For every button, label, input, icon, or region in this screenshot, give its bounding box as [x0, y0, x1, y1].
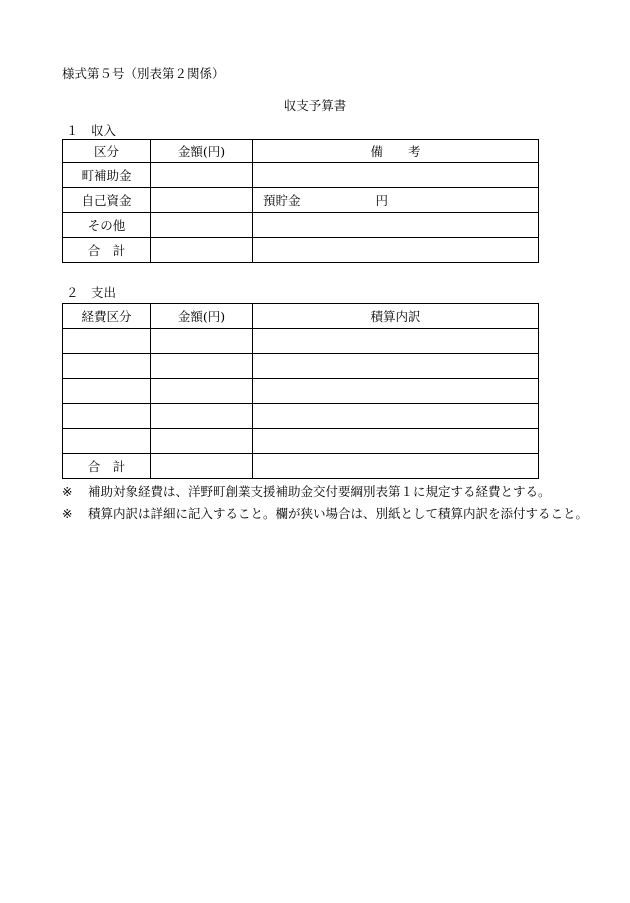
- expense-category-cell[interactable]: [63, 354, 151, 379]
- income-table: [62, 139, 539, 263]
- expense-amount-cell[interactable]: [151, 379, 253, 404]
- income-note-cell[interactable]: 預貯金 円: [253, 188, 539, 213]
- expense-header-detail: 積算内訳: [253, 304, 539, 329]
- table-row: [63, 354, 539, 379]
- income-category-cell: その他: [63, 213, 151, 238]
- expense-amount-cell[interactable]: [151, 404, 253, 429]
- document-title: 収支予算書: [283, 98, 347, 113]
- expense-header-amount: 金額(円): [151, 304, 253, 329]
- expense-header-row: [63, 304, 539, 329]
- expense-section-title: ２ 支出: [66, 285, 117, 300]
- remark-mark: ※: [62, 484, 73, 499]
- income-header-note: 備 考: [253, 140, 539, 163]
- income-total-cell: 合 計: [63, 238, 151, 263]
- expense-detail-cell[interactable]: [253, 329, 539, 354]
- table-row: [63, 188, 539, 213]
- expense-category-cell[interactable]: [63, 379, 151, 404]
- remark-line: [62, 504, 588, 522]
- income-header-amount: 金額(円): [151, 140, 253, 163]
- income-amount-cell[interactable]: [151, 238, 253, 263]
- expense-category-cell[interactable]: [63, 429, 151, 454]
- expense-category-cell[interactable]: [63, 404, 151, 429]
- expense-total-cell: 合 計: [63, 454, 151, 479]
- remark-text: 補助対象経費は、洋野町創業支援補助金交付要綱別表第１に規定する経費とする。: [88, 484, 551, 499]
- income-amount-cell[interactable]: [151, 163, 253, 188]
- remark-mark: ※: [62, 506, 73, 521]
- income-note-cell[interactable]: [253, 213, 539, 238]
- expense-detail-cell[interactable]: [253, 429, 539, 454]
- expense-amount-cell[interactable]: [151, 354, 253, 379]
- income-header-category: 区分: [63, 140, 151, 163]
- remark-text: 積算内訳は詳細に記入すること。欄が狭い場合は、別紙として積算内訳を添付すること。: [88, 506, 589, 521]
- table-row: [63, 163, 539, 188]
- expense-detail-cell[interactable]: [253, 379, 539, 404]
- table-row: [63, 429, 539, 454]
- table-row: [63, 404, 539, 429]
- expense-amount-cell[interactable]: [151, 429, 253, 454]
- expense-detail-cell[interactable]: [253, 454, 539, 479]
- income-category-cell: 町補助金: [63, 163, 151, 188]
- remark-line: [62, 482, 551, 500]
- expense-category-cell[interactable]: [63, 329, 151, 354]
- table-row: [63, 329, 539, 354]
- table-row: [63, 379, 539, 404]
- income-note-cell[interactable]: [253, 238, 539, 263]
- income-amount-cell[interactable]: [151, 213, 253, 238]
- table-row: [63, 238, 539, 263]
- form-number-label: 様式第５号（別表第２関係）: [62, 66, 225, 81]
- income-category-cell: 自己資金: [63, 188, 151, 213]
- expense-detail-cell[interactable]: [253, 404, 539, 429]
- income-amount-cell[interactable]: [151, 188, 253, 213]
- table-row: [63, 454, 539, 479]
- income-note-cell[interactable]: [253, 163, 539, 188]
- expense-header-category: 経費区分: [63, 304, 151, 329]
- expense-amount-cell[interactable]: [151, 454, 253, 479]
- table-row: [63, 213, 539, 238]
- income-section-title: １ 収入: [66, 123, 117, 138]
- expense-amount-cell[interactable]: [151, 329, 253, 354]
- expense-table: [62, 303, 539, 479]
- income-header-row: [63, 140, 539, 163]
- expense-detail-cell[interactable]: [253, 354, 539, 379]
